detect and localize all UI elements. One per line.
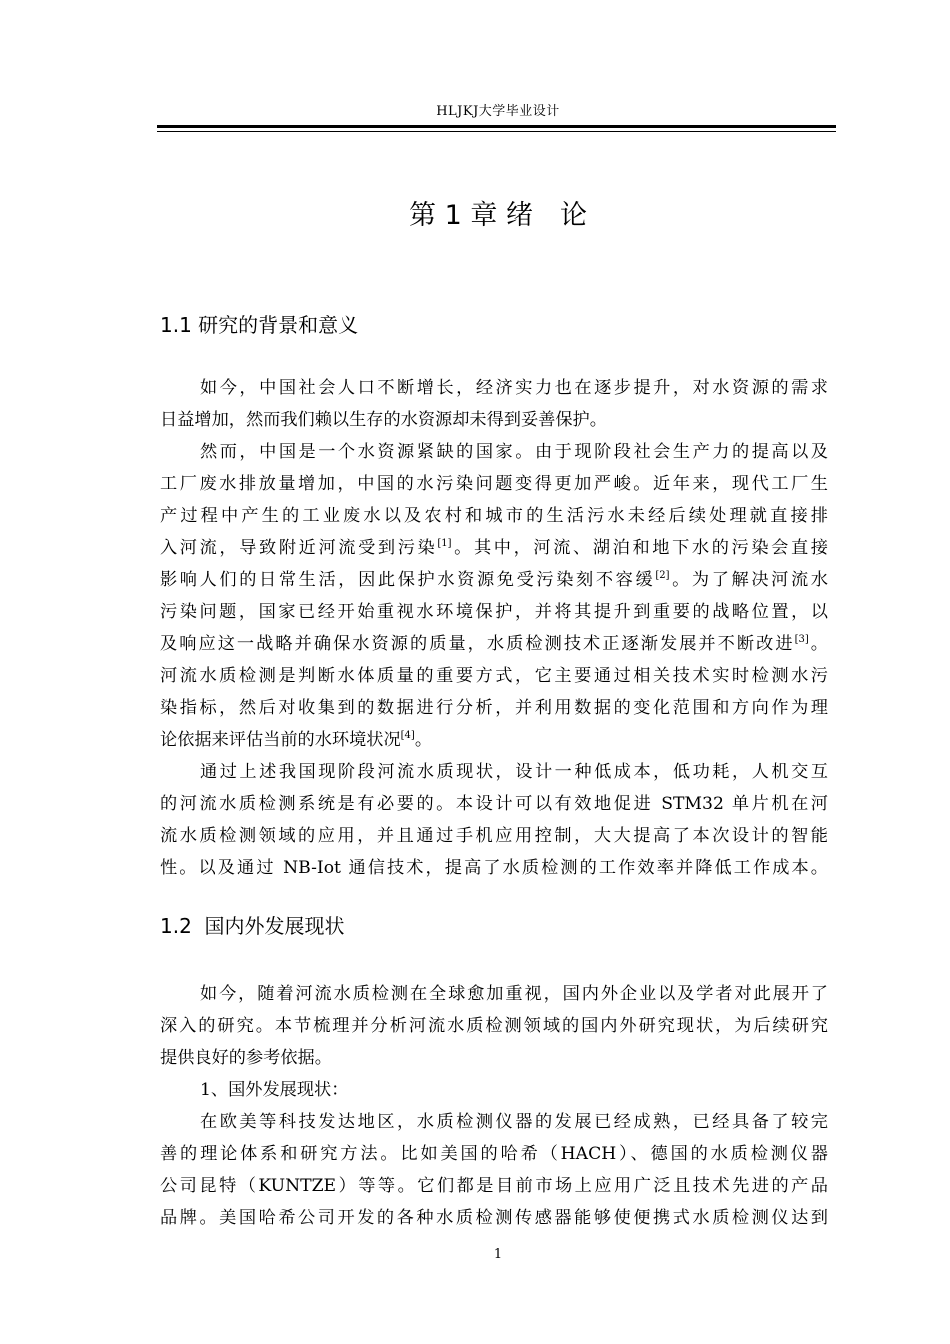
paragraph-line: 论依据来评估当前的水环境状况[4]。 bbox=[160, 730, 433, 750]
paragraph-line: 影响人们的日常生活，因此保护水资源免受污染刻不容缓[2]。为了解决河流水 bbox=[160, 570, 828, 590]
paragraph-line: 在欧美等科技发达地区，水质检测仪器的发展已经成熟，已经具备了较完 bbox=[200, 1112, 828, 1132]
paragraph-line: 污染问题，国家已经开始重视水环境保护，并将其提升到重要的战略位置，以 bbox=[160, 602, 828, 622]
citation-4[interactable]: [4] bbox=[400, 730, 415, 741]
running-header: HLJKJ大学毕业设计 bbox=[436, 104, 560, 119]
paragraph-line: 河流水质检测是判断水体质量的重要方式，它主要通过相关技术实时检测水污 bbox=[160, 666, 828, 686]
paragraph-line: 流水质检测领域的应用，并且通过手机应用控制，大大提高了本次设计的智能 bbox=[160, 826, 828, 846]
header-rule-thick bbox=[157, 125, 836, 128]
paragraph-line: 的河流水质检测系统是有必要的。本设计可以有效地促进 STM32 单片机在河 bbox=[160, 794, 828, 814]
paragraph-line: 及响应这一战略并确保水资源的质量，水质检测技术正逐渐发展并不断改进[3]。 bbox=[160, 634, 828, 654]
header-rule-thin bbox=[157, 131, 836, 132]
paragraph-line: 然而，中国是一个水资源紧缺的国家。由于现阶段社会生产力的提高以及 bbox=[200, 442, 828, 462]
section-heading-1-2: 1.2 国内外发展现状 bbox=[160, 914, 345, 938]
paragraph-line: 日益增加，然而我们赖以生存的水资源却未得到妥善保护。 bbox=[160, 410, 607, 430]
paragraph-line: 深入的研究。本节梳理并分析河流水质检测领域的国内外研究现状，为后续研究 bbox=[160, 1016, 828, 1036]
paragraph-line: 善的理论体系和研究方法。比如美国的哈希（HACH）、德国的水质检测仪器 bbox=[160, 1144, 828, 1164]
page-number: 1 bbox=[493, 1247, 503, 1262]
paragraph-line: 染指标，然后对收集到的数据进行分析，并利用数据的变化范围和方向作为理 bbox=[160, 698, 828, 718]
paragraph-line: 品牌。美国哈希公司开发的各种水质检测传感器能够使便携式水质检测仪达到 bbox=[160, 1208, 828, 1228]
paragraph-line: 提供良好的参考依据。 bbox=[160, 1048, 332, 1068]
paragraph-line: 入河流，导致附近河流受到污染[1]。其中，河流、湖泊和地下水的污染会直接 bbox=[160, 538, 828, 558]
paragraph-line: 工厂废水排放量增加，中国的水污染问题变得更加严峻。近年来，现代工厂生 bbox=[160, 474, 828, 494]
paragraph-line: 如今，随着河流水质检测在全球愈加重视，国内外企业以及学者对此展开了 bbox=[200, 984, 828, 1004]
paragraph-line: 公司昆特（KUNTZE）等等。它们都是目前市场上应用广泛且技术先进的产品 bbox=[160, 1176, 828, 1196]
citation-2[interactable]: [2] bbox=[655, 570, 670, 581]
chapter-title: 第 1 章 绪 论 bbox=[409, 200, 587, 231]
paragraph-line: 如今，中国社会人口不断增长，经济实力也在逐步提升，对水资源的需求 bbox=[200, 378, 828, 398]
paragraph-line: 产过程中产生的工业废水以及农村和城市的生活污水未经后续处理就直接排 bbox=[160, 506, 828, 526]
subsection-label: 1、国外发展现状： bbox=[200, 1080, 349, 1100]
paragraph-line: 性。以及通过 NB-Iot 通信技术，提高了水质检测的工作效率并降低工作成本。 bbox=[160, 858, 828, 878]
section-heading-1-1: 1.1 研究的背景和意义 bbox=[160, 313, 359, 337]
paragraph-line: 通过上述我国现阶段河流水质现状，设计一种低成本，低功耗，人机交互 bbox=[200, 762, 828, 782]
citation-1[interactable]: [1] bbox=[437, 538, 452, 549]
citation-3[interactable]: [3] bbox=[794, 634, 809, 645]
